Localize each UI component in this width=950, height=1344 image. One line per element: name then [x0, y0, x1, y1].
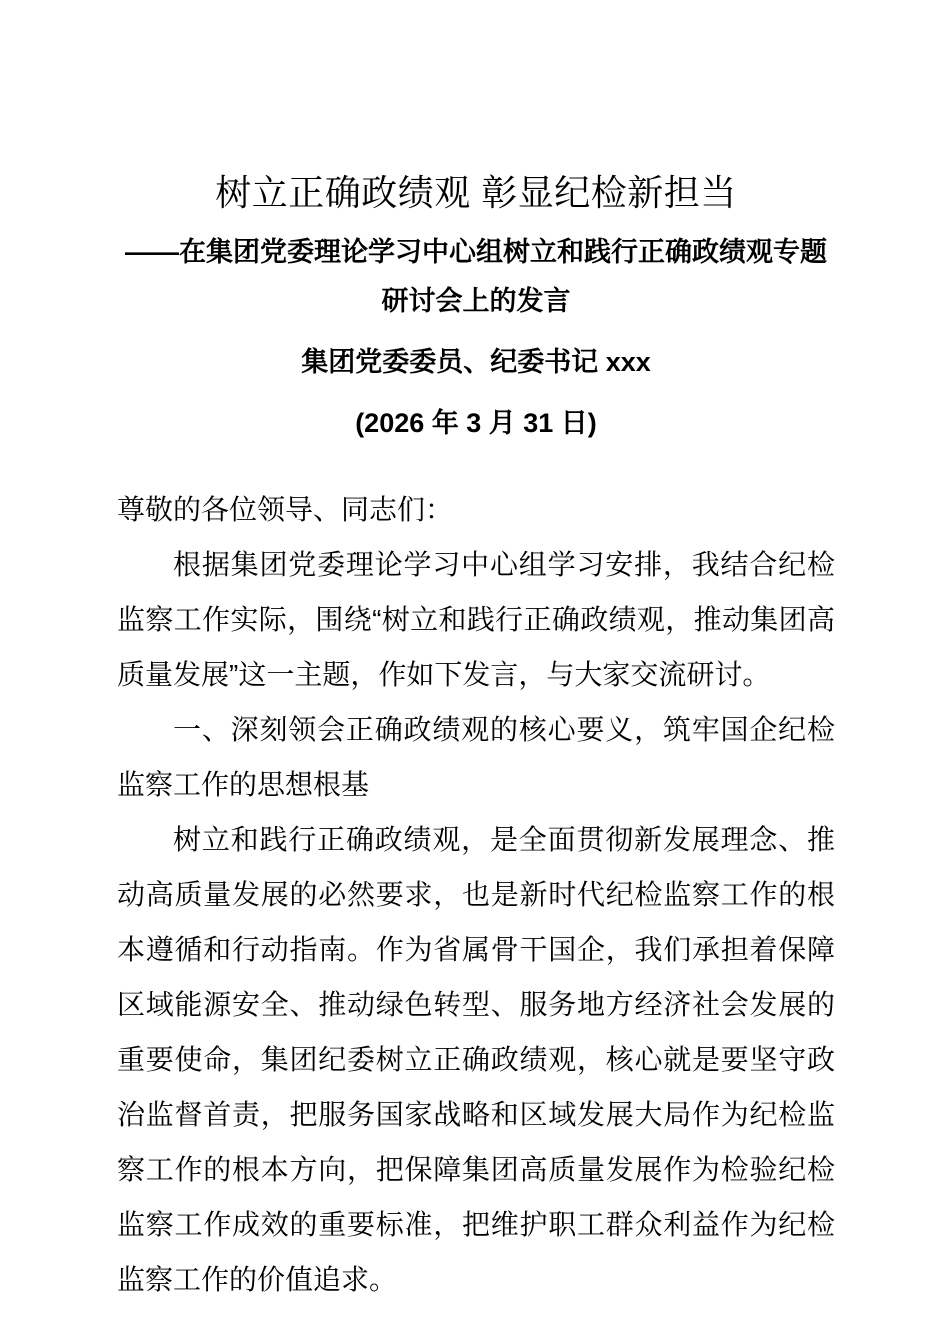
- document-date: (2026 年 3 月 31 日): [355, 408, 597, 438]
- body-paragraph-1: 根据集团党委理论学习中心组学习安排，我结合纪检监察工作实际，围绕“树立和践行正确政绩观，推动集团高质量发展”这一主题，作如下发言，与大家交流研讨。: [117, 549, 835, 690]
- body-heading-1: 一、深刻领会正确政绩观的核心要义，筑牢国企纪检监察工作的思想根基: [117, 714, 835, 800]
- title-block: [117, 0, 835, 448]
- body-salutation: 尊敬的各位领导、同志们：: [117, 494, 454, 525]
- document-author: 集团党委委员、纪委书记 xxx: [301, 347, 651, 377]
- body-paragraph-2: 树立和践行正确政绩观，是全面贯彻新发展理念、推动高质量发展的必然要求，也是新时代纪检监察工作的根本遵循和行动指南。作为省属骨干国企，我们承担着保障区域能源安全、推动绿色转型、服务地方经济社会发展的重要使命，集团纪委树立正确政绩观，核心就是要坚守政治监督首责，把服务国家战略和区域发展大局作为纪检监察工作的根本方向，把保障集团高质量发展作为检验纪检监察工作成效的重要标准，把维护职工群众利益作为纪检监察工作的价值追求。: [117, 824, 835, 1295]
- document-content: [117, 0, 835, 1307]
- document-subtitle: ——在集团党委理论学习中心组树立和践行正确政绩观专题研讨会上的发言: [125, 237, 827, 316]
- document-body: [117, 482, 835, 1307]
- document-title: 树立正确政绩观 彰显纪检新担当: [215, 172, 737, 213]
